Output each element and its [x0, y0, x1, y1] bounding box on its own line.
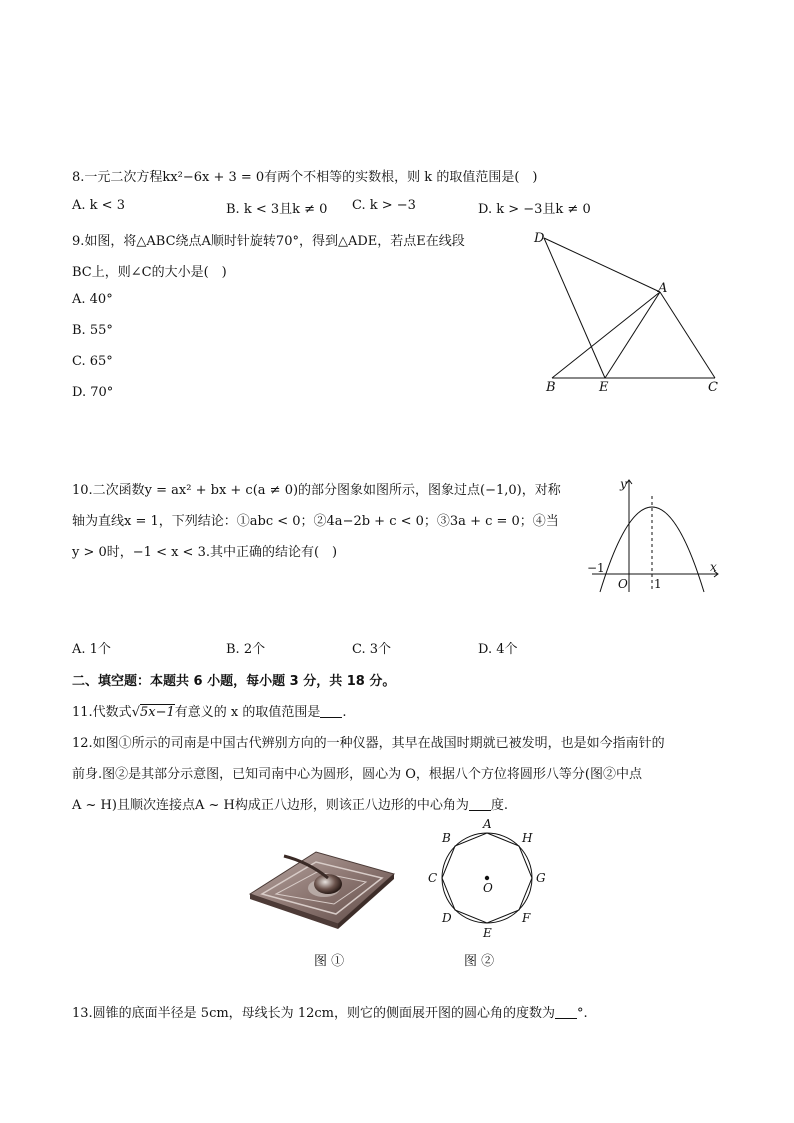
q13-answer-blank — [555, 1006, 577, 1019]
label-a: A — [483, 817, 492, 831]
octagon-figure — [422, 816, 550, 940]
q13-end: °. — [576, 1006, 588, 1021]
q11-prefix: 11.代数式 — [72, 705, 132, 720]
q12-line1: 12.如图①所示的司南是中国古代辨别方向的一种仪器，其早在战国时期就已被发明，也是如今指南针的 — [72, 736, 665, 751]
q10-stem-line2: 轴为直线x = 1，下列结论：①abc < 0；②4a−2b + c < 0；③3a + c = 0；④当 — [72, 514, 559, 529]
q10-option-b: B. 2个 — [226, 642, 266, 657]
q10-option-c: C. 3个 — [352, 642, 392, 657]
q9-stem-line2: BC上，则∠C的大小是( ) — [72, 265, 227, 280]
label-b: B — [546, 380, 556, 395]
label-f: F — [522, 911, 531, 925]
label-minus-one: −1 — [587, 561, 605, 575]
sqrt-sign: √ — [131, 705, 140, 720]
q12-answer-blank — [469, 798, 491, 811]
q11-suffix: 有意义的 x 的取值范围是 — [174, 705, 321, 720]
segment-ab — [552, 292, 660, 378]
label-b: B — [442, 831, 451, 845]
q8-option-b: B. k < 3且k ≠ 0 — [226, 202, 328, 217]
parabola-curve — [600, 507, 704, 592]
q9-stem-line1: 9.如图，将△ABC绕点A顺时针旋转70°，得到△ADE，若点E在线段 — [72, 234, 465, 249]
q11-line: 11.代数式√5x−1有意义的 x 的取值范围是 . — [72, 705, 347, 720]
label-a: A — [658, 281, 668, 296]
label-y: y — [620, 477, 627, 491]
label-origin: O — [618, 577, 628, 591]
q11-radicand: 5x−1 — [139, 705, 175, 720]
q10-stem-line1: 10.二次函数y = ax² + bx + c(a ≠ 0)的部分图象如图所示，图象过点(−1,0)，对称 — [72, 483, 561, 498]
figure1-caption: 图 ① — [314, 954, 345, 969]
q8-stem: 8.一元二次方程kx²−6x + 3 = 0有两个不相等的实数根，则 k 的取值范围是( ) — [72, 170, 538, 185]
q8-option-c: C. k > −3 — [352, 198, 416, 213]
label-x: x — [710, 560, 717, 574]
label-c: C — [708, 380, 718, 395]
center-point — [485, 876, 489, 880]
q10-option-d: D. 4个 — [478, 642, 518, 657]
q13-text: 13.圆锥的底面半径是 5cm，母线长为 12cm，则它的侧面展开图的圆心角的度数为 — [72, 1006, 555, 1021]
q9-option-c: C. 65° — [72, 354, 113, 369]
q8-option-d: D. k > −3且k ≠ 0 — [478, 202, 591, 217]
q9-option-b: B. 55° — [72, 323, 113, 338]
segment-da — [544, 238, 660, 292]
q13-line — [72, 1002, 588, 1021]
segment-ac — [660, 292, 715, 378]
q10-stem-line3: y > 0时，−1 < x < 3.其中正确的结论有( ) — [72, 545, 338, 560]
q8-option-a: A. k < 3 — [72, 198, 125, 213]
label-e: E — [599, 380, 609, 395]
label-one: 1 — [654, 577, 662, 591]
q9-option-d: D. 70° — [72, 385, 114, 400]
q10-parabola-figure — [584, 474, 724, 600]
q12-line2: 前身.图②是其部分示意图，已知司南中心为圆形，圆心为 O，根据八个方位将圆形八等分(图②中点 — [72, 767, 642, 782]
q12-line3-end: 度. — [490, 798, 508, 813]
q9-option-a: A. 40° — [72, 292, 113, 307]
label-d: D — [534, 231, 545, 246]
label-d: D — [442, 911, 452, 925]
q12-line3 — [72, 794, 508, 813]
segment-ae — [605, 292, 660, 378]
sinan-compass-image — [244, 832, 400, 932]
label-c: C — [428, 871, 438, 885]
q12-line3-text: A ~ H)且顺次连接点A ~ H构成正八边形，则该正八边形的中心角为 — [72, 798, 469, 813]
label-h: H — [522, 831, 533, 845]
q11-answer-blank — [320, 705, 342, 718]
label-o: O — [483, 881, 493, 895]
q10-option-a: A. 1个 — [72, 642, 111, 657]
q9-triangle-figure — [530, 228, 730, 398]
label-e: E — [483, 926, 492, 940]
segment-de — [544, 238, 605, 378]
figure2-caption: 图 ② — [464, 954, 495, 969]
section-heading: 二、填空题：本题共 6 小题，每小题 3 分，共 18 分。 — [72, 674, 396, 689]
label-g: G — [536, 871, 546, 885]
